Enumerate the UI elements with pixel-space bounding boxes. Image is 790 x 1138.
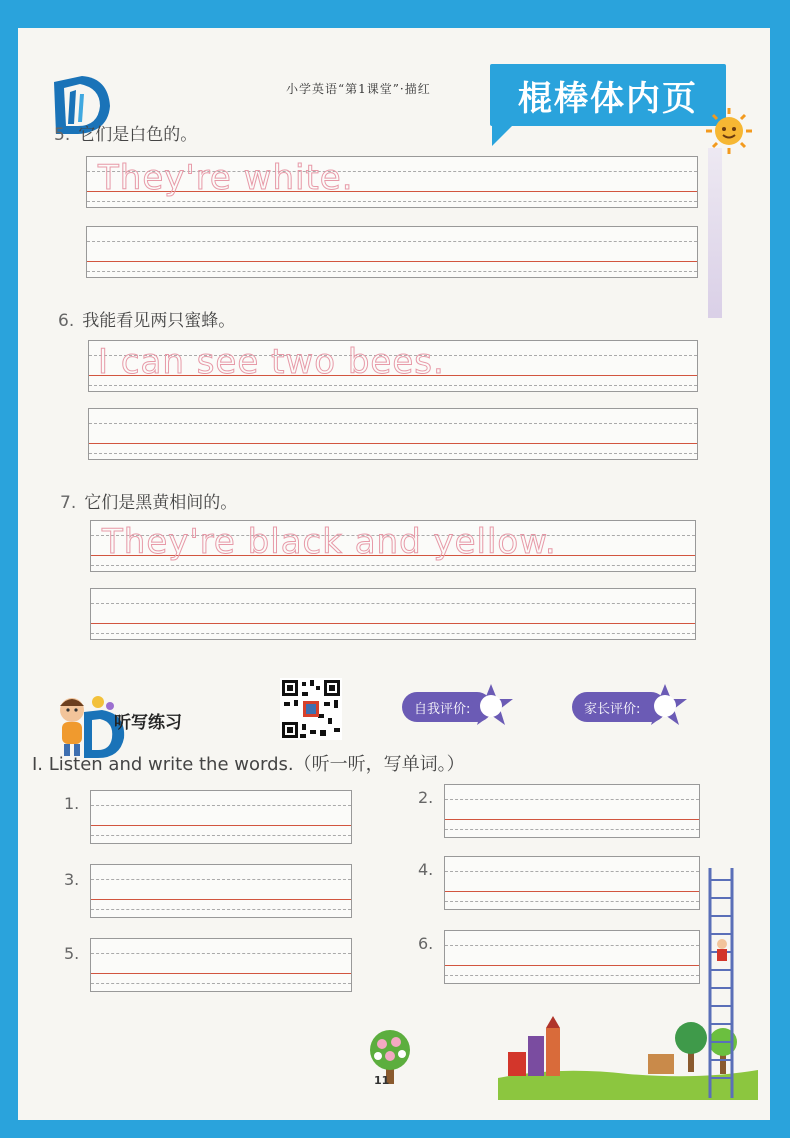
header-title: 小学英语“第1课堂”·描红 — [286, 82, 431, 96]
answer-box-6[interactable] — [444, 930, 700, 984]
item-number: 3. — [64, 870, 80, 889]
section-title: 听写练习 — [114, 713, 182, 733]
banner-label: 棍棒体内页 — [490, 64, 726, 126]
exercise-prompt: 它们是白色的。 — [78, 125, 198, 145]
exercise-prompt: 我能看见两只蜜蜂。 — [82, 311, 236, 331]
instruction-text: Ⅰ. Listen and write the words.（听一听，写单词。） — [32, 754, 465, 775]
exercise-number: 7. — [60, 493, 77, 513]
item-number: 2. — [418, 788, 434, 807]
exercise-5-label — [54, 120, 197, 145]
answer-box-2[interactable] — [444, 784, 700, 838]
item-number: 1. — [64, 794, 80, 813]
qr-code-icon[interactable] — [280, 678, 342, 740]
banner-tail — [492, 124, 514, 146]
trace-text: They're black and yellow. — [102, 522, 557, 562]
answer-box-3[interactable] — [90, 864, 352, 918]
self-eval-label: 自我评价: — [414, 701, 471, 717]
item-number: 6. — [418, 934, 434, 953]
item-number: 5. — [64, 944, 80, 963]
parent-eval-badge — [572, 692, 666, 722]
star-icon[interactable] — [642, 682, 688, 728]
writing-line-box[interactable] — [90, 588, 696, 640]
writing-line-box[interactable] — [88, 408, 698, 460]
answer-box-4[interactable] — [444, 856, 700, 910]
exercise-prompt: 它们是黑黄相间的。 — [84, 493, 238, 513]
tree-icon — [364, 1028, 416, 1086]
answer-box-1[interactable] — [90, 790, 352, 844]
exercise-number: 6. — [58, 311, 75, 331]
star-icon[interactable] — [468, 682, 514, 728]
trace-text: I can see two bees. — [98, 342, 445, 382]
item-number: 4. — [418, 860, 434, 879]
ladder-illustration — [706, 868, 736, 1098]
exercise-6-label — [58, 306, 235, 331]
exercise-number: 5. — [54, 125, 71, 145]
answer-box-5[interactable] — [90, 938, 352, 992]
writing-line-box[interactable] — [86, 226, 698, 278]
self-eval-badge — [402, 692, 492, 722]
exercise-7-label — [60, 488, 237, 513]
page-number: 11 — [374, 1074, 390, 1087]
parent-eval-label: 家长评价: — [584, 701, 641, 717]
trace-text: They're white. — [98, 158, 354, 198]
decorative-bar — [708, 148, 722, 318]
workbook-page — [18, 28, 770, 1120]
